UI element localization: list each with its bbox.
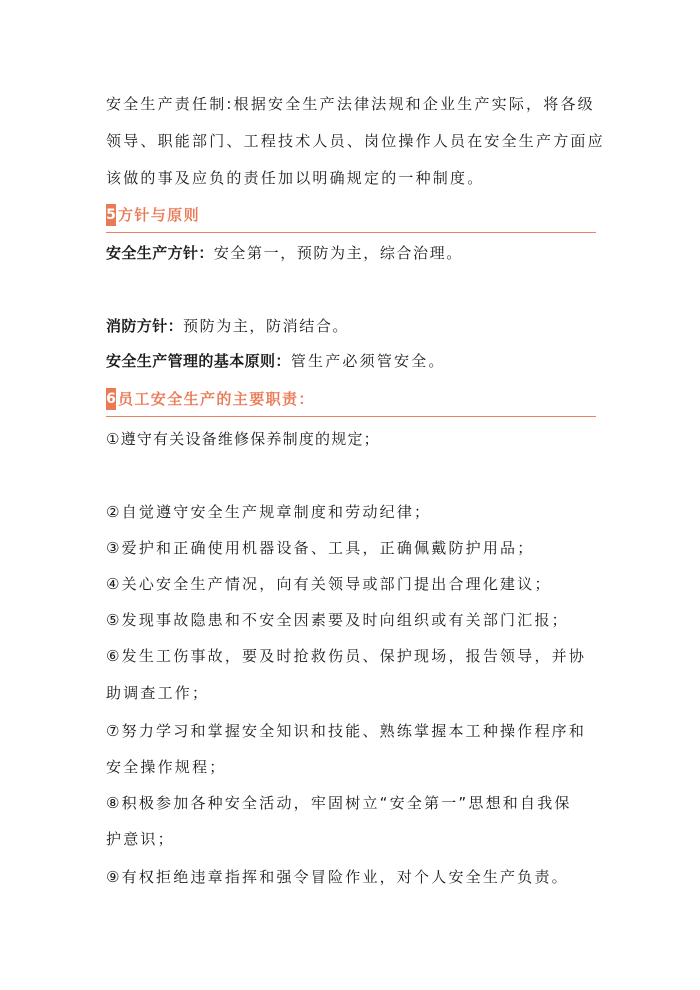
policy-label: 安全生产方针：	[106, 244, 214, 262]
section-number: 6	[106, 388, 116, 410]
duty-line: 安全操作规程；	[106, 758, 227, 776]
duty-line: ⑧积极参加各种安全活动，牢固树立“安全第一”思想和自我保	[106, 794, 572, 812]
duty-line: ⑦努力学习和掌握安全知识和技能、熟练掌握本工种操作程序和	[106, 722, 587, 740]
duty-line: 护意识；	[106, 830, 175, 848]
duty-line: ②自觉遵守安全生产规章制度和劳动纪律；	[106, 503, 432, 521]
policy-label: 安全生产管理的基本原则：	[106, 352, 291, 370]
section-number: 5	[106, 204, 116, 226]
duty-line: ⑤发现事故隐患和不安全因素要及时向组织或有关部门汇报；	[106, 611, 569, 629]
duty-line: ③爱护和正确使用机器设备、工具，正确佩戴防护用品；	[106, 539, 535, 557]
intro-line: 该做的事及应负的责任加以明确规定的一种制度。	[106, 169, 485, 187]
section-title: 方针与原则	[118, 206, 201, 224]
section-heading-6	[106, 386, 596, 417]
policy-label: 消防方针：	[106, 317, 184, 335]
policy-text: 安全第一，预防为主，综合治理。	[213, 244, 463, 262]
section-title: 员工安全生产的主要职责：	[118, 390, 315, 408]
duty-line: ①遵守有关设备维修保养制度的规定；	[106, 430, 380, 448]
duty-line: 助调查工作；	[106, 684, 210, 702]
policy-text: 管生产必须管安全。	[290, 352, 446, 370]
duty-line: ⑨有权拒绝违章指挥和强令冒险作业，对个人安全生产负责。	[106, 868, 569, 886]
duty-line: ④关心安全生产情况，向有关领导或部门提出合理化建议；	[106, 575, 552, 593]
policy-item	[106, 316, 349, 336]
intro-line: 领导、职能部门、工程技术人员、岗位操作人员在安全生产方面应	[106, 132, 605, 150]
duty-line: ⑥发生工伤事故，要及时抢救伤员、保护现场，报告领导，并协	[106, 647, 587, 665]
policy-text: 预防为主，防消结合。	[183, 317, 350, 335]
policy-item	[106, 351, 446, 371]
intro-line: 安全生产责任制:根据安全生产法律法规和企业生产实际，将各级	[106, 95, 595, 113]
policy-item	[106, 243, 463, 263]
section-heading-5	[106, 202, 596, 233]
